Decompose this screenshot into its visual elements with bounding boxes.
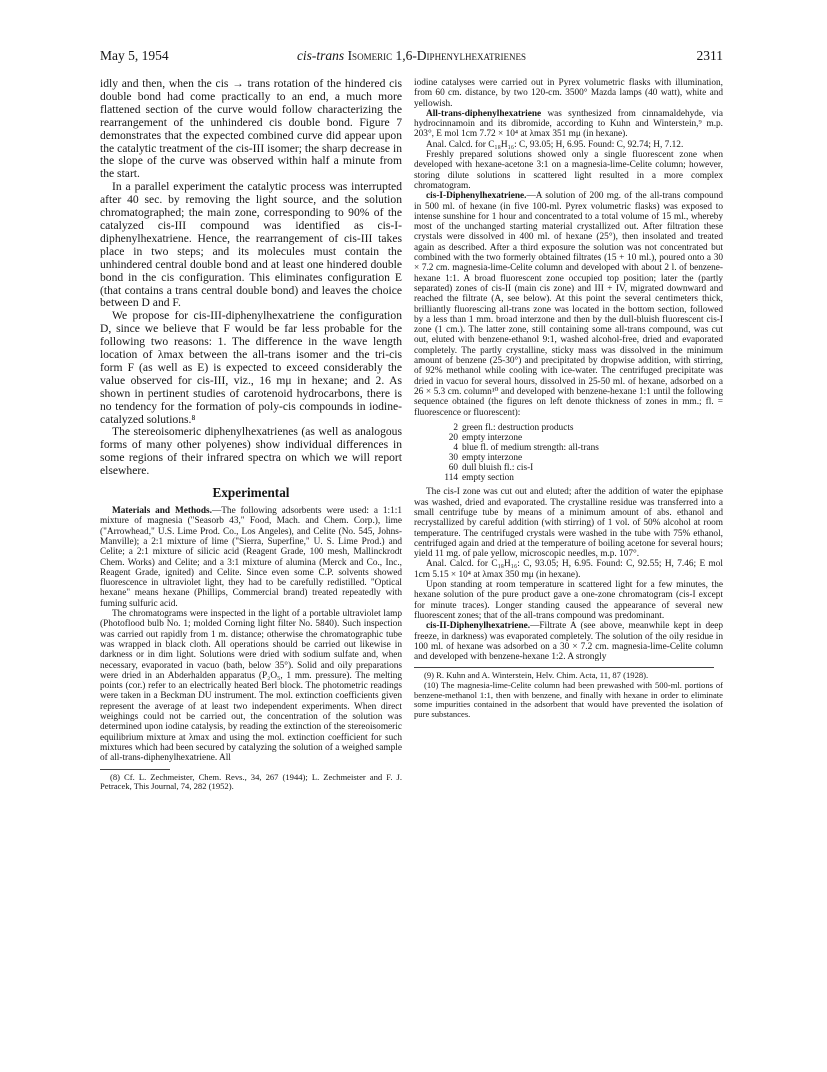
zone-thickness: 2 [453,422,458,433]
run-in-heading: All-trans-diphenylhexatriene [426,108,542,119]
right-column [414,78,723,1070]
body-paragraph: The cis-I zone was cut out and eluted; after the addition of water the epiphase was washed, dried and evaporated. The crystalline residue was transferred into a small centrifuge tube by means of a minimum amount of abs. ethanol and recrystallized by careful addition (with stirring) of 1 vol. of 50% alcohol at room temperature. The centrifuged crystals were washed in the tube with 75% ethanol, centrifuged again and dried at the temperature of boiling acetone for several hours; yield 11 mg. of pale yellow, microscopic needles, m.p. 107°. [414,487,723,560]
zone-row [438,443,723,453]
zone-row [438,463,723,473]
zone-description: empty interzone [462,453,523,464]
run-in-heading: cis-I-Diphenylhexatriene. [426,191,527,202]
zone-thickness: 4 [453,442,458,453]
zone-description: empty interzone [462,432,523,443]
page-number: 2311 [696,48,723,63]
zone-row [438,453,723,463]
paragraph-text: —Filtrate A (see above, meanwhile kept in deep freeze, in darkness) was evaporated completely. The solution of the oily residue in 100 ml. of hexane was adsorbed on a 30 × 7.2 cm. magnesia-lime-Celite column and developed with benzene-hexane 1:2. A strongly [414,621,723,663]
body-paragraph: Freshly prepared solutions showed only a single fluorescent zone when developed with hexane-acetone 3:1 on a magnesia-lime-Celite column; however, storing dilute solutions in scattered light resulted in a more complex chromatogram. [414,150,723,191]
section-heading: Experimental [212,485,290,501]
running-title-italic: cis-trans [296,48,345,63]
body-paragraph: The stereoisomeric diphenylhexatrienes (as well as analogous forms of many other polyenes) show individual differences in some regions of their infrared spectra on which we will report elsewhere. [100,425,402,478]
analysis-line: Anal. Calcd. for C₁₈H₁₆: C, 93.05; H, 6.95. Found: C, 92.55; H, 7.46; E mol 1cm 5.15 × 10⁴ at λmax 350 mμ (in hexane). [414,559,723,580]
zone-thickness: 60 [448,463,458,474]
footnote-rule [100,769,170,770]
zone-row [438,473,723,483]
zone-thickness: 114 [444,473,458,484]
zone-description: empty section [462,473,514,484]
zone-description: dull bluish fl.: cis-I [462,463,534,474]
paragraph-text: was synthesized from cinnamaldehyde, via hydrocinnamoin and its dibromide, according to Kuhn and Winterstein,⁹ m.p. 203°, E mol 1cm 7.72 × 10⁴ at λmax 351 mμ (in hexane). [414,108,723,140]
running-title [100,48,723,64]
zone-thickness: 20 [448,432,458,443]
body-paragraph: In a parallel experiment the catalytic process was interrupted after 40 sec. by removing the light source, and the solution chromatographed; the main zone, corresponding to 90% of the catalyzed cis-III compound was identified as cis-I-diphenylhexatriene. Hence, the rearrangement of cis-III takes place in two steps; and its molecules must contain the unhindered central double bond and at least one hindered double bond in the cis configuration. This eliminates configuration E (that contains a trans central double bond) and leaves the choice between D and F. [100,180,402,310]
body-paragraph: Upon standing at room temperature in scattered light for a few minutes, the hexane solution of the pure product gave a one-zone chromatogram (cis-I except for minute traces). Longer standing caused the appearance of several new fluorescent zones; that of the all-trans compound was predominant. [414,580,723,621]
footnote: (8) Cf. L. Zechmeister, Chem. Revs., 34, 267 (1944); L. Zechmeister and F. J. Petracek, This Journal, 74, 282 (1952). [100,771,402,792]
run-in-heading: cis-II-Diphenylhexatriene. [426,621,531,632]
footnote-rule [414,667,714,668]
run-in-heading: Materials and Methods. [112,506,212,517]
analysis-line: Anal. Calcd. for C₁₈H₁₆: C, 93.05; H, 6.95. Found: C, 92.74; H, 7.12. [426,139,684,150]
zone-row [438,433,723,443]
paragraph-text: —The following adsorbents were used: a 1:1:1 mixture of magnesia ("Seasorb 43," Food, Mach. and Chem. Corp.), lime ("Arrowhead," U.S. Lime Prod. Co., Los Angeles), and Celite (No. 545, Johns-Manville); a 2:1 mixture of lime ("Sierra, Superfine," U. S. Lime Prod.) and Celite; a 2:1 mixture of silicic acid (Reagent Grade, 100 mesh, Mallinckrodt Chem. Works) and Celite; and a 3:1 mixture of alumina (Merck and Co., Inc., Reagent Grade, ignited) and Celite. Since even some C.P. solvents showed fluorescence in ultraviolet light, they had to be carefully redistilled. "Optical hexane" means hexane (Phillips, Commercial brand) treated repeatedly with fuming sulfuric acid. [100,506,402,609]
running-header [100,48,723,66]
body-paragraph: We propose for cis-III-diphenylhexatriene the configuration D, since we believe that F would be far less probable for the following two reasons: 1. The difference in the wave length location of λmax between the all-trans isomer and the tri-cis form F (as well as E) is expected to exceed considerably the value observed for cis-III, viz., 16 mμ in hexane; and 2. As shown in pertinent studies of carotenoid hydrocarbons, there is no tendency for the formation of poly-cis compounds in iodine-catalyzed solutions.⁸ [100,309,402,426]
zone-thickness: 30 [448,453,458,464]
body-paragraph [100,506,402,609]
issue-date: May 5, 1954 [100,48,169,63]
body-paragraph: iodine catalyses were carried out in Pyrex volumetric flasks with illumination, from 60 cm. distance, by two 120-cm. 3500° Mazda lamps (40 watt), white and yellowish. [414,78,723,109]
zone-description: green fl.: destruction products [462,422,574,433]
body-paragraph: The chromatograms were inspected in the light of a portable ultraviolet lamp (Photoflood bulb No. 1; molded Corning light filter No. 5840). Such inspection was carried out rapidly from 1 m. distance; otherwise the chromatographic tube was wrapped in black cloth. All operations should be carried out likewise in darkness or in dim light. Solutions were dried with sodium sulfate and, when necessary, evaporated in vacuo (bath, below 35°). Solid and oily preparations were dried in an Abderhalden apparatus (P₂O₅, 1 mm. pressure). The melting points (cor.) refer to an electrically heated Berl block. The photometric readings were taken in a Beckman DU instrument. The mol. extinction coefficients given represent the average of at least two independent experiments. When direct weighings could not be carried out, the concentration of the solution was determined upon iodine catalysis, by reading the extinction of the stereoisomeric equilibrium mixture at λmax and using the mol. extinction coefficient for such mixtures which had been secured by catalyzing the solution of a weighed sample of all-trans-diphenylhexatriene. All [100,609,402,764]
zone-description: blue fl. of medium strength: all-trans [462,442,599,453]
zone-list [438,423,723,484]
body-paragraph [414,191,723,418]
zone-row [438,423,723,433]
paragraph-text: —A solution of 200 mg. of the all-trans compound in 500 ml. of hexane (in five 100-ml. Pyrex volumetric flasks) was exposed to intense sunshine for 1 hour and concentrated to a total volume of 15 ml., whereby most of the unchanged starting material crystallized out. After filtration these crystals were dissolved in 400 ml. of hexane (25°), then insolated and treated again as described. After a third exposure the solution was not concentrated but combined with the two formerly obtained filtrates (15 + 10 ml.), poured onto a 30 × 7.2 cm. magnesia-lime-Celite column and developed with about 2 l. of benzene-hexane 1:1. A broad fluorescent zone occupied top position; later the (partly separated) zones of cis-II (main cis zone) and III + IV, migrated downward and reached the filtrate (A, see below). At this point the several centimeters thick, brilliantly fluorescing all-trans zone was located in the bottom section, followed by a less than 1 mm. broad interzone and then by the dull-bluish fluorescent cis-I zone (1 cm.). The latter zone, still containing some all-trans compound, was cut out, eluted with benzene-ethanol 9:1, washed alcohol-free, dried and evaporated completely. The partly crystalline, sticky mass was dissolved in the minimum amount of benzene (25-30°) and precipitated by dropwise addition, with stirring, of 92% methanol while cooling with ice-water. The centrifuged precipitate was dried in vacuo for several hours, dissolved in 25-50 ml. of hexane, adsorbed on a 26 × 5.3 cm. column¹⁰ and developed with benzene-hexane 1:1 until the following sequence obtained (the figures on left denote thickness of zones in mm.; fl. = fluorescence or fluorescent): [414,191,723,418]
body-paragraph [414,621,723,662]
left-column [100,78,402,1070]
body-paragraph: idly and then, when the cis → trans rotation of the hindered cis double bond had come practically to an end, a much more flattened section of the curve would follow characterizing the rearrangement of the unhindered cis double bond. Figure 7 demonstrates that the expected combined curve did appear upon the catalytic treatment of the cis-III isomer; the sharp decrease in the slope of the curve was observed within half a minute from the start. [100,78,402,181]
running-title-rest: Isomeric 1,6-Diphenylhexatrienes [344,48,527,63]
footnote: (10) The magnesia-lime-Celite column had been prewashed with 500-ml. portions of benzene-methanol 1:1, then with benzene, and finally with hexane in order to eliminate some impurities contained in the adsorbent that would have prevented the isolation of pure substances. [414,680,723,719]
footnote: (9) R. Kuhn and A. Winterstein, Helv. Chim. Acta, 11, 87 (1928). [424,670,649,681]
body-paragraph [414,109,723,140]
